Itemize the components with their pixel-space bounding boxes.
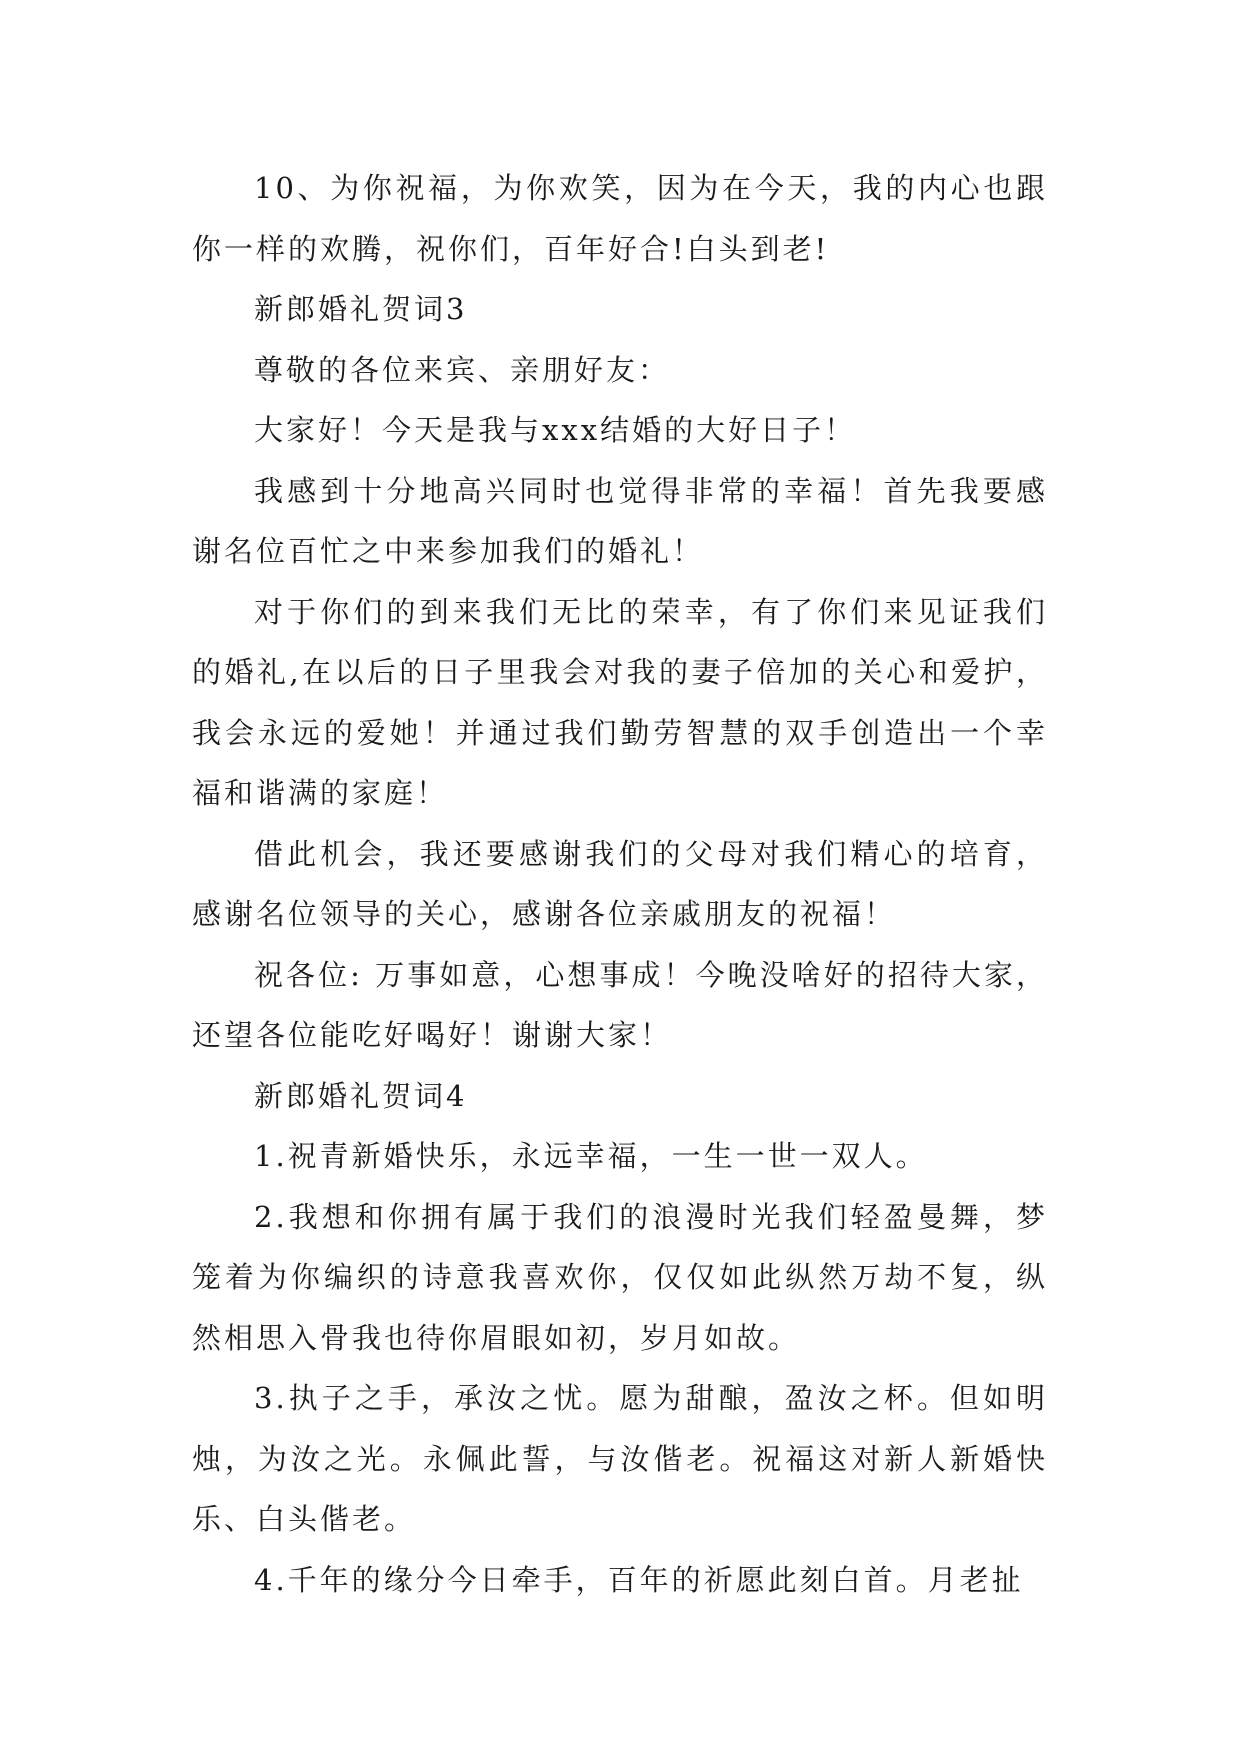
document-body (192, 158, 1048, 1610)
paragraph-wish-1: 1.祝青新婚快乐，永远幸福，一生一世一双人。 (254, 1139, 928, 1173)
paragraph-closing: 祝各位: 万事如意，心想事成！今晚没啥好的招待大家，还望各位能吃好喝好！谢谢大家！ (192, 957, 1048, 1052)
paragraph-wish-4: 4.千年的缘分今日牵手，百年的祈愿此刻白首。月老扯 (254, 1562, 1024, 1597)
paragraph-wish-3: 3.执子之手，承汝之忧。愿为甜酿，盈汝之杯。但如明烛，为汝之光。永佩此誓，与汝偕老。祝福这对新人新婚快乐、白头偕老。 (192, 1381, 1048, 1536)
paragraph-thanks: 我感到十分地高兴同时也觉得非常的幸福！首先我要感谢名位百忙之中来参加我们的婚礼！ (192, 473, 1048, 568)
paragraph-promise: 对于你们的到来我们无比的荣幸，有了你们来见证我们的婚礼,在以后的日子里我会对我的妻子倍加的关心和爱护，我会永远的爱她！并通过我们勤劳智慧的双手创造出一个幸福和谐满的家庭！ (192, 594, 1048, 810)
paragraph-greeting: 大家好！今天是我与xxx结婚的大好日子！ (254, 413, 857, 447)
section-heading-4: 新郎婚礼贺词4 (254, 1078, 468, 1113)
section-heading-3: 新郎婚礼贺词3 (254, 292, 468, 326)
paragraph-gratitude: 借此机会，我还要感谢我们的父母对我们精心的培育，感谢名位领导的关心，感谢各位亲戚朋友的祝福！ (192, 836, 1048, 931)
salutation: 尊敬的各位来宾、亲朋好友： (254, 352, 671, 387)
paragraph-wish-2: 2.我想和你拥有属于我们的浪漫时光我们轻盈曼舞，梦笼着为你编织的诗意我喜欢你，仅仅如此纵然万劫不复，纵然相思入骨我也待你眉眼如初，岁月如故。 (192, 1199, 1048, 1355)
paragraph-wish-10: 10、为你祝福，为你欢笑，因为在今天，我的内心也跟你一样的欢腾，祝你们，百年好合!白头到老! (192, 171, 1048, 266)
